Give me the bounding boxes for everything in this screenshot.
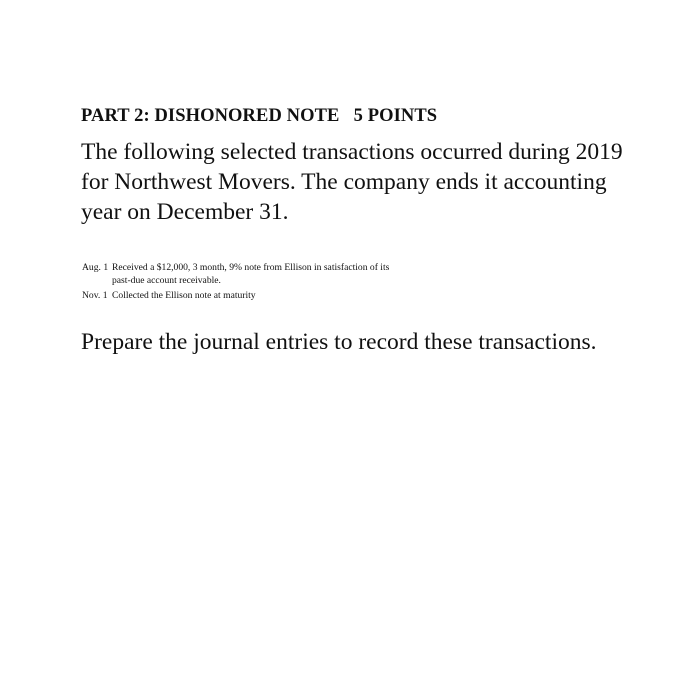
transaction-text: Received a $12,000, 3 month, 9% note from Ellison in satisfaction of its past-due account receivable. bbox=[112, 262, 390, 286]
section-heading: PART 2: DISHONORED NOTE 5 POINTS bbox=[81, 106, 438, 126]
transaction-date: Aug. 1 bbox=[82, 262, 109, 273]
transaction-item bbox=[82, 261, 402, 287]
transaction-list bbox=[82, 261, 402, 304]
transaction-item bbox=[82, 289, 402, 302]
intro-paragraph: The following selected transactions occurred during 2019 for Northwest Movers. The company ends it accounting year on December 31. bbox=[81, 139, 623, 225]
instruction-text: Prepare the journal entries to record these transactions. bbox=[81, 329, 597, 355]
transaction-date: Nov. 1 bbox=[82, 290, 108, 301]
transaction-text: Collected the Ellison note at maturity bbox=[112, 290, 256, 301]
